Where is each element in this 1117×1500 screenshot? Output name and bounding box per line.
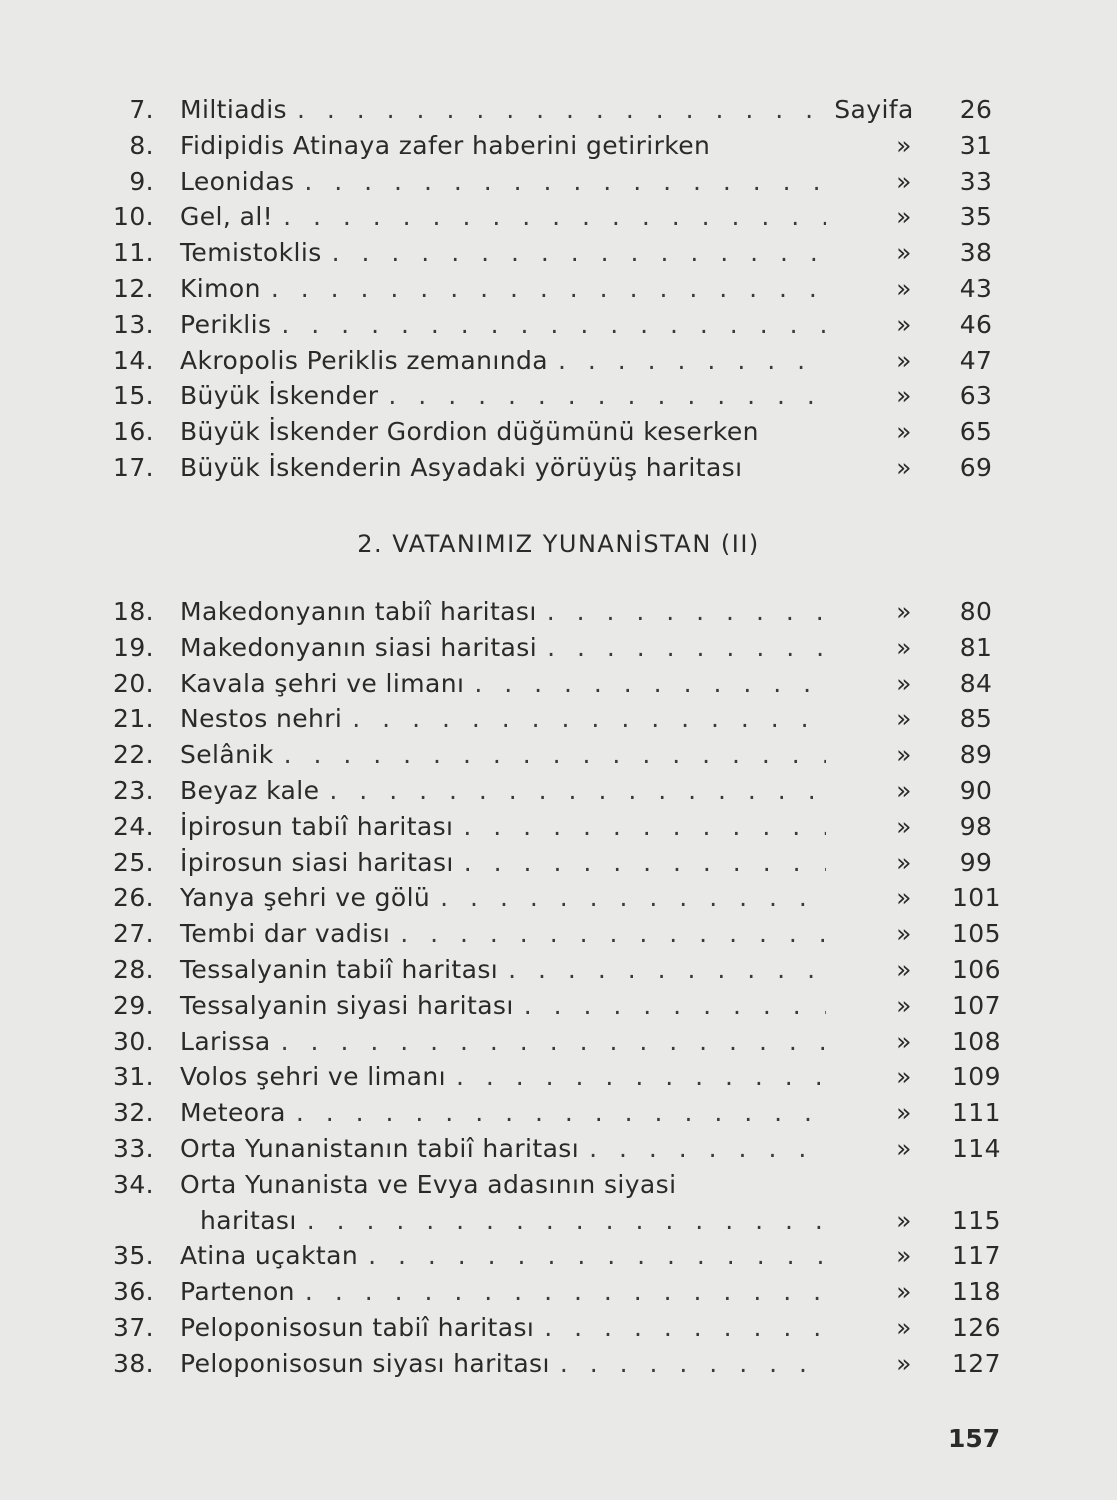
toc-entry — [100, 666, 1000, 702]
entry-page: 105 — [952, 919, 1001, 949]
toc-entry — [100, 1274, 1000, 1310]
toc-entry — [100, 1131, 1000, 1167]
entry-number: 23. — [113, 775, 154, 805]
toc-entry — [100, 630, 1000, 666]
entry-number: 11. — [113, 238, 154, 268]
leader-dots — [560, 1346, 826, 1382]
entry-ref: » — [896, 452, 912, 482]
leader-dots — [271, 271, 826, 307]
entry-number: 15. — [113, 381, 154, 411]
toc-entry — [100, 271, 1000, 307]
entry-page: 46 — [959, 309, 993, 339]
entry-title: Atina uçaktan — [180, 1241, 359, 1271]
entry-ref: » — [896, 1348, 912, 1378]
leader-dots — [329, 773, 826, 809]
entry-title-continuation: haritası — [200, 1205, 297, 1235]
toc-entry — [100, 1238, 1000, 1274]
toc-entry — [100, 1310, 1000, 1346]
entry-ref: » — [896, 238, 912, 268]
toc-entry — [100, 450, 1000, 486]
toc-entry — [100, 343, 1000, 379]
entry-number: 38. — [113, 1348, 154, 1378]
entry-title: Kimon — [180, 273, 261, 303]
entry-title: Makedonyanın tabiî haritası — [180, 597, 537, 626]
leader-dots — [283, 199, 826, 235]
entry-ref: » — [896, 668, 912, 698]
leader-dots — [297, 92, 826, 128]
entry-number: 20. — [113, 668, 154, 698]
entry-number: 22. — [113, 740, 154, 770]
entry-page: 80 — [959, 597, 993, 626]
entry-title: Büyük İskender Gordion düğümünü keserken — [180, 417, 759, 447]
entry-number: 28. — [113, 954, 154, 984]
entry-number: 16. — [113, 417, 154, 447]
leader-dots — [281, 1024, 826, 1060]
entry-page: 115 — [952, 1205, 1001, 1235]
entry-ref: » — [896, 1241, 912, 1271]
entry-number: 19. — [113, 632, 154, 662]
leader-dots — [463, 809, 826, 845]
entry-title: Beyaz kale — [180, 775, 320, 805]
leader-dots — [352, 701, 826, 737]
entry-title: Nestos nehri — [180, 704, 343, 734]
entry-ref: » — [896, 1133, 912, 1163]
entry-page: 38 — [959, 238, 993, 268]
entry-ref: » — [896, 632, 912, 662]
entry-page: 127 — [952, 1348, 1001, 1378]
entry-page: 111 — [952, 1098, 1001, 1128]
entry-title: Larissa — [180, 1026, 271, 1056]
entry-page: 90 — [959, 775, 993, 805]
toc-entry — [100, 199, 1000, 235]
leader-dots — [388, 378, 826, 414]
entry-number: 27. — [113, 919, 154, 949]
entry-title: Tessalyanin siyasi haritası — [180, 990, 514, 1020]
entry-ref: » — [896, 130, 912, 160]
entry-page: 65 — [959, 417, 993, 447]
page-number: 157 — [948, 1424, 1001, 1453]
entry-title: Büyük İskender — [180, 381, 379, 411]
entry-page: 31 — [959, 130, 993, 160]
leader-dots — [474, 666, 826, 702]
toc-entry — [100, 1024, 1000, 1060]
entry-page: 63 — [959, 381, 993, 411]
entry-number: 9. — [129, 166, 154, 196]
entry-page: 99 — [959, 847, 993, 877]
entry-title: Yanya şehri ve gölü — [180, 883, 431, 913]
entry-ref: » — [896, 202, 912, 232]
entry-page: 26 — [959, 95, 993, 124]
toc-entry — [100, 988, 1000, 1024]
entry-title: Volos şehri ve limanı — [180, 1062, 446, 1092]
entry-page: 106 — [952, 954, 1001, 984]
toc-list-section-2 — [100, 594, 1000, 1382]
entry-title: Büyük İskenderin Asyadaki yörüyüş haritası — [180, 452, 743, 482]
toc-entry — [100, 880, 1000, 916]
entry-title: Orta Yunanista ve Evya adasının siyasi — [180, 1169, 677, 1199]
toc-entry — [100, 1346, 1000, 1382]
toc-entry — [100, 809, 1000, 845]
entry-title: Temistoklis — [180, 238, 322, 268]
leader-dots — [296, 1095, 826, 1131]
entry-ref: » — [896, 1098, 912, 1128]
entry-page: 85 — [959, 704, 993, 734]
toc-entry — [100, 92, 1000, 128]
entry-title: İpirosun tabiî haritası — [180, 811, 454, 841]
entry-page: 35 — [959, 202, 993, 232]
toc-entry-line2 — [100, 1203, 1000, 1239]
entry-title: Akropolis Periklis zemanında — [180, 345, 548, 375]
toc-entry — [100, 164, 1000, 200]
toc-entry — [100, 1059, 1000, 1095]
entry-ref: » — [896, 775, 912, 805]
entry-ref: » — [896, 597, 912, 626]
leader-dots — [464, 845, 826, 881]
entry-number: 30. — [113, 1026, 154, 1056]
entry-title: Selânik — [180, 740, 274, 770]
entry-ref: » — [896, 954, 912, 984]
entry-page: 101 — [952, 883, 1001, 913]
entry-ref: » — [896, 273, 912, 303]
entry-ref: » — [896, 811, 912, 841]
toc-entry — [100, 701, 1000, 737]
toc-list-section-1 — [100, 92, 1000, 486]
entry-page: 118 — [952, 1277, 1001, 1307]
toc-entry-line1 — [100, 1167, 1000, 1203]
entry-number: 7. — [129, 95, 154, 124]
toc-entry — [100, 307, 1000, 343]
entry-ref: » — [896, 740, 912, 770]
toc-entry — [100, 414, 1000, 450]
entry-number: 36. — [113, 1277, 154, 1307]
toc-entry — [100, 128, 1000, 164]
entry-page: 47 — [959, 345, 993, 375]
entry-page: 126 — [952, 1312, 1001, 1342]
entry-page: 98 — [959, 811, 993, 841]
entry-ref: » — [896, 704, 912, 734]
leader-dots — [524, 988, 826, 1024]
entry-ref: » — [896, 1026, 912, 1056]
entry-number: 10. — [113, 202, 154, 232]
entry-title: Makedonyanın siasi haritasi — [180, 632, 538, 662]
entry-title: Miltiadis — [180, 95, 287, 124]
entry-number: 21. — [113, 704, 154, 734]
entry-title: Kavala şehri ve limanı — [180, 668, 465, 698]
entry-ref: » — [896, 1205, 912, 1235]
toc-entry — [100, 235, 1000, 271]
entry-number: 31. — [113, 1062, 154, 1092]
entry-title: Meteora — [180, 1098, 286, 1128]
entry-page: 114 — [952, 1133, 1001, 1163]
entry-number: 14. — [113, 345, 154, 375]
entry-ref: » — [896, 883, 912, 913]
entry-ref: » — [896, 417, 912, 447]
toc-entry — [100, 773, 1000, 809]
toc-entry — [100, 594, 1000, 630]
entry-number: 12. — [113, 273, 154, 303]
entry-title: Tessalyanin tabiî haritası — [180, 954, 499, 984]
leader-dots — [547, 594, 826, 630]
entry-ref: » — [896, 847, 912, 877]
entry-number: 17. — [113, 452, 154, 482]
entry-number: 24. — [113, 811, 154, 841]
leader-dots — [332, 235, 826, 271]
toc-entry — [100, 952, 1000, 988]
leader-dots — [400, 916, 826, 952]
toc-entry — [100, 916, 1000, 952]
leader-dots — [304, 164, 826, 200]
entry-page: 84 — [959, 668, 993, 698]
entry-page: 108 — [952, 1026, 1001, 1056]
leader-dots — [281, 307, 826, 343]
leader-dots — [440, 880, 826, 916]
entry-number: 32. — [113, 1098, 154, 1128]
entry-ref: » — [896, 1312, 912, 1342]
entry-title: Gel, al! — [180, 202, 274, 232]
entry-number: 34. — [113, 1169, 154, 1199]
entry-page: 43 — [959, 273, 993, 303]
toc-entry — [100, 845, 1000, 881]
entry-ref: » — [896, 919, 912, 949]
entry-ref: » — [896, 1062, 912, 1092]
entry-number: 33. — [113, 1133, 154, 1163]
leader-dots — [558, 343, 826, 379]
entry-page: 69 — [959, 452, 993, 482]
entry-ref: » — [896, 309, 912, 339]
entry-title: Periklis — [180, 309, 272, 339]
entry-page: 109 — [952, 1062, 1001, 1092]
entry-title: Orta Yunanistanın tabiî haritası — [180, 1133, 580, 1163]
entry-page: 117 — [952, 1241, 1001, 1271]
leader-dots — [284, 737, 826, 773]
entry-title: Peloponisosun tabiî haritası — [180, 1312, 535, 1342]
leader-dots — [456, 1059, 826, 1095]
entry-page: 107 — [952, 990, 1001, 1020]
entry-page: 89 — [959, 740, 993, 770]
leader-dots — [544, 1310, 826, 1346]
leader-dots — [305, 1274, 826, 1310]
entry-number: 8. — [129, 130, 154, 160]
leader-dots — [508, 952, 826, 988]
leader-dots — [547, 630, 826, 666]
leader-dots — [589, 1131, 826, 1167]
entry-ref: » — [896, 990, 912, 1020]
entry-number: 18. — [113, 597, 154, 626]
entry-title: Partenon — [180, 1277, 295, 1307]
entry-number: 25. — [113, 847, 154, 877]
entry-number: 13. — [113, 309, 154, 339]
entry-number: 29. — [113, 990, 154, 1020]
entry-title: Peloponisosun siyası haritası — [180, 1348, 550, 1378]
entry-ref: » — [896, 381, 912, 411]
entry-page: 33 — [959, 166, 993, 196]
leader-dots — [307, 1203, 826, 1239]
section-heading: 2. VATANIMIZ YUNANİSTAN (II) — [357, 530, 760, 558]
entry-number: 26. — [113, 883, 154, 913]
toc-entry — [100, 1095, 1000, 1131]
toc-entry — [100, 737, 1000, 773]
leader-dots — [368, 1238, 826, 1274]
entry-title: Fidipidis Atinaya zafer haberini getirirken — [180, 130, 711, 160]
entry-ref: Sayifa — [834, 95, 914, 124]
entry-title: Tembi dar vadisı — [180, 919, 391, 949]
entry-title: İpirosun siasi haritası — [180, 847, 454, 877]
toc-entry — [100, 378, 1000, 414]
entry-number: 37. — [113, 1312, 154, 1342]
entry-ref: » — [896, 345, 912, 375]
entry-ref: » — [896, 1277, 912, 1307]
entry-page: 81 — [959, 632, 993, 662]
entry-title: Leonidas — [180, 166, 295, 196]
entry-ref: » — [896, 166, 912, 196]
entry-number: 35. — [113, 1241, 154, 1271]
